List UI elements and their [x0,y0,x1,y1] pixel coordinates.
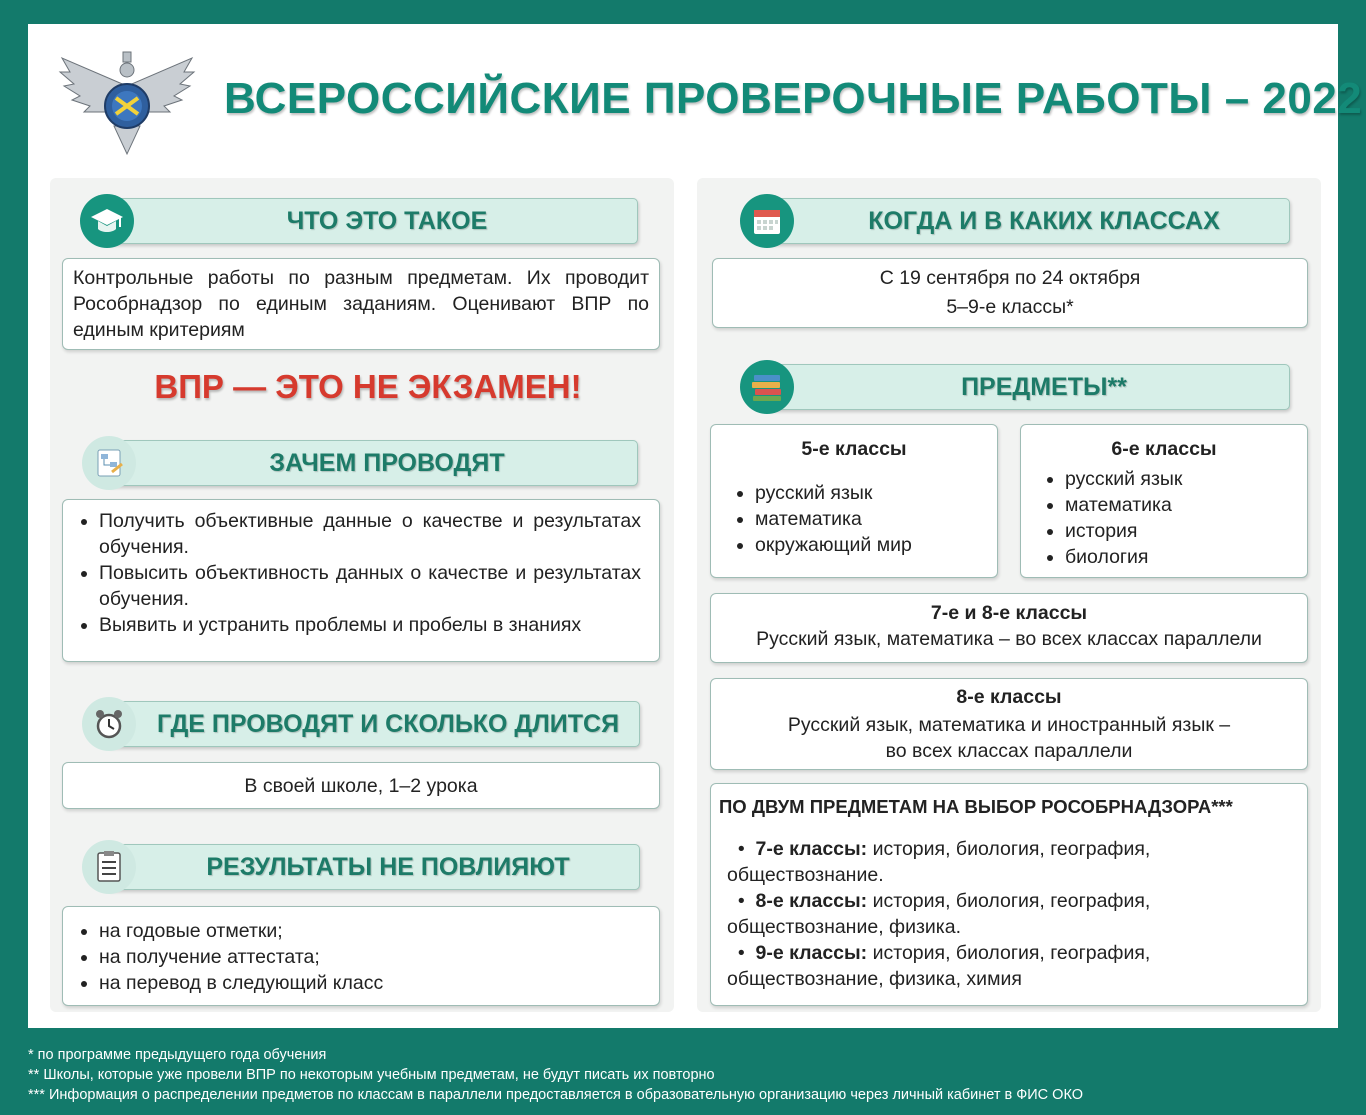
choice-grade: 8-е классы: [755,890,868,912]
why-item: • Получить объективные данные о качестве и результатах обучения. [99,508,641,560]
books-icon [740,360,794,414]
grade-8-line-2: во всех классах параллели [885,740,1133,762]
grade-6-title: 6-е классы [1111,438,1217,460]
grade-5-title: 5-е классы [801,438,907,460]
what-is-it-text: Контрольные работы по разным предметам. Их проводит Рособрнадзор по единым заданиям. Оценивают ВПР по единым критериям [73,267,649,341]
choice-subjects: история, биология, география, [867,942,1151,964]
graduation-cap-icon [80,194,134,248]
eagle-emblem-logo [54,46,200,158]
grade-6-subject: • история [1065,518,1307,544]
results-item: • на получение аттестата; [99,944,649,970]
choice-subjects-cont: обществознание, физика. [727,916,962,938]
calendar-icon [740,194,794,248]
choice-subjects-cont: обществознание. [727,864,884,886]
grade-8-title: 8-е классы [956,686,1062,708]
grade-6-subject: • русский язык [1065,466,1307,492]
when-title: КОГДА И В КАКИХ КЛАССАХ [868,206,1220,235]
what-is-it-header [106,198,638,244]
choice-subjects-cont: обществознание, физика, химия [727,968,1022,990]
why-item: • Повысить объективность данных о качестве и результатах обучения. [99,560,641,612]
choice-box [710,783,1308,1006]
grade-7-8-text: Русский язык, математика – во всех классах параллели [756,628,1262,650]
diagram-sheet-icon [82,436,136,490]
grade-5-subject: • окружающий мир [755,532,997,558]
footnote: * по программе предыдущего года обучения [28,1047,327,1063]
subjects-header [768,364,1290,410]
grade-6-subject: • биология [1065,544,1307,570]
footnote: ** Школы, которые уже провели ВПР по некоторым учебным предметам, не будут писать их повторно [28,1067,715,1083]
why-header [106,440,638,486]
grade-5-box [710,424,998,578]
grade-6-box [1020,424,1308,578]
results-header [106,844,640,890]
where-header [106,701,640,747]
grade-7-8-box [710,593,1308,663]
when-dates: С 19 сентября по 24 октября [879,267,1141,289]
where-title: ГДЕ ПРОВОДЯТ И СКОЛЬКО ДЛИТСЯ [156,709,620,738]
grade-8-box [710,678,1308,770]
what-is-it-box [62,258,660,350]
choice-subjects: история, биология, география, [867,890,1151,912]
subjects-title: ПРЕДМЕТЫ** [961,372,1127,401]
footnote: *** Информация о распределении предметов по классам в параллели предоставляется в образовательную организацию через личный кабинет в ФИС ОКО [28,1087,1084,1103]
choice-grade: 9-е классы: [755,942,868,964]
results-item: • на годовые отметки; [99,918,649,944]
why-item: • Выявить и устранить проблемы и пробелы в знаниях [99,612,641,638]
alarm-clock-icon [82,697,136,751]
why-title: ЗАЧЕМ ПРОВОДЯТ [269,448,505,477]
choice-row-8: • 8-е классы: история, биология, география, обществознание, физика. [727,888,1301,940]
where-text: В своей школе, 1–2 урока [244,775,478,797]
choice-row-9: • 9-е классы: история, биология, география, обществознание, физика, химия [727,940,1301,992]
checklist-icon [82,840,136,894]
grade-6-subject: • математика [1065,492,1307,518]
results-box [62,906,660,1006]
grade-7-8-title: 7-е и 8-е классы [930,602,1088,624]
results-title: РЕЗУЛЬТАТЫ НЕ ПОВЛИЯЮТ [206,852,570,881]
results-item: • на перевод в следующий класс [99,970,649,996]
choice-subjects: история, биология, география, [867,838,1151,860]
what-is-it-title: ЧТО ЭТО ТАКОЕ [286,206,488,235]
choice-grade: 7-е классы: [755,838,868,860]
grade-5-subject: • математика [755,506,997,532]
page-title: ВСЕРОССИЙСКИЕ ПРОВЕРОЧНЫЕ РАБОТЫ – 2022 [224,74,1363,123]
when-header [768,198,1290,244]
when-box [712,258,1308,328]
footnotes [28,1045,1338,1105]
when-grades: 5–9-е классы* [946,296,1074,318]
not-exam-banner: ВПР — ЭТО НЕ ЭКЗАМЕН! [154,368,582,405]
grade-8-line-1: Русский язык, математика и иностранный язык – [787,714,1231,736]
choice-row-7: • 7-е классы: история, биология, география, обществознание. [727,836,1301,888]
choice-title: ПО ДВУМ ПРЕДМЕТАМ НА ВЫБОР РОСОБРНАДЗОРА*** [719,796,1233,817]
why-box [62,499,660,662]
grade-5-subject: • русский язык [755,480,997,506]
where-box [62,762,660,809]
